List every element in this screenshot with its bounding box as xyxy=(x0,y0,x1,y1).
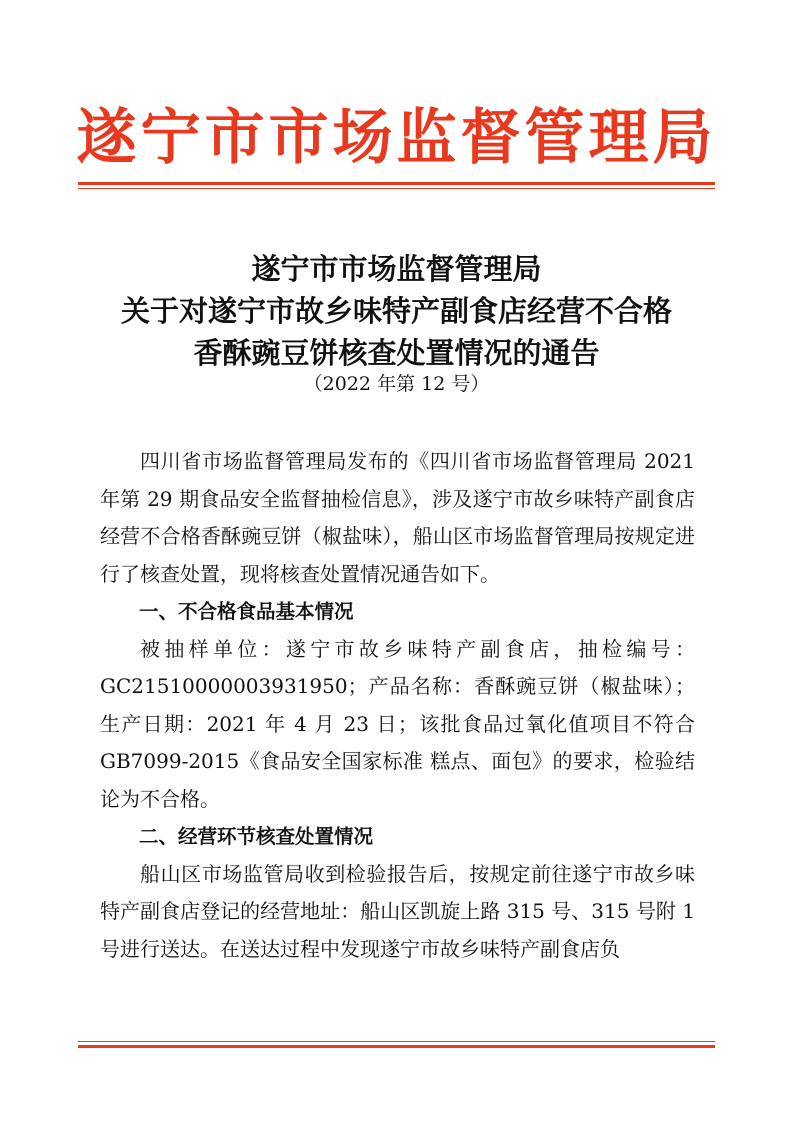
notice-title-line-1: 遂宁市市场监督管理局 xyxy=(251,252,542,286)
intro-paragraph: 四川省市场监督管理局发布的《四川省市场监督管理局 2021 年第 29 期食品安全监督抽检信息》，涉及遂宁市故乡味特产副食店经营不合格香酥豌豆饼（椒盐味），船山区市场监督管理局按规定进行了核查处置，现将核查处置情况通告如下。 xyxy=(100,449,695,586)
masthead-divider-thin xyxy=(78,188,715,189)
notice-body xyxy=(100,443,695,968)
document-number: （2022 年第 12 号） xyxy=(303,373,490,395)
footer-divider-thick xyxy=(78,1045,715,1048)
notice-title-line-2: 关于对遂宁市故乡味特产副食店经营不合格 xyxy=(120,294,672,328)
section-1-paragraph: 被抽样单位：遂宁市故乡味特产副食店，抽检编号：GC21510000003931950；产品名称：香酥豌豆饼（椒盐味）；生产日期：2021 年 4 月 23 日；该批食品过氧化值项目不符合 GB7099-2015《食品安全国家标准 糕点、面包》的要求，检验结论为不合格。 xyxy=(100,636,695,811)
section-2-heading: 二、经营环节核查处置情况 xyxy=(139,825,374,848)
footer-divider-thin xyxy=(78,1041,715,1042)
section-1-heading: 一、不合格食品基本情况 xyxy=(139,600,354,623)
masthead-divider-thick xyxy=(78,182,715,185)
section-2-paragraph: 船山区市场监管局收到检验报告后，按规定前往遂宁市故乡味特产副食店登记的经营地址：船山区凯旋上路 315 号、315 号附 1 号进行送达。在送达过程中发现遂宁市故乡味特产副食店负 xyxy=(100,861,695,961)
notice-title xyxy=(0,248,793,374)
notice-title-line-3: 香酥豌豆饼核查处置情况的通告 xyxy=(193,336,600,370)
masthead-org-name: 遂宁市市场监督管理局 xyxy=(76,103,717,173)
